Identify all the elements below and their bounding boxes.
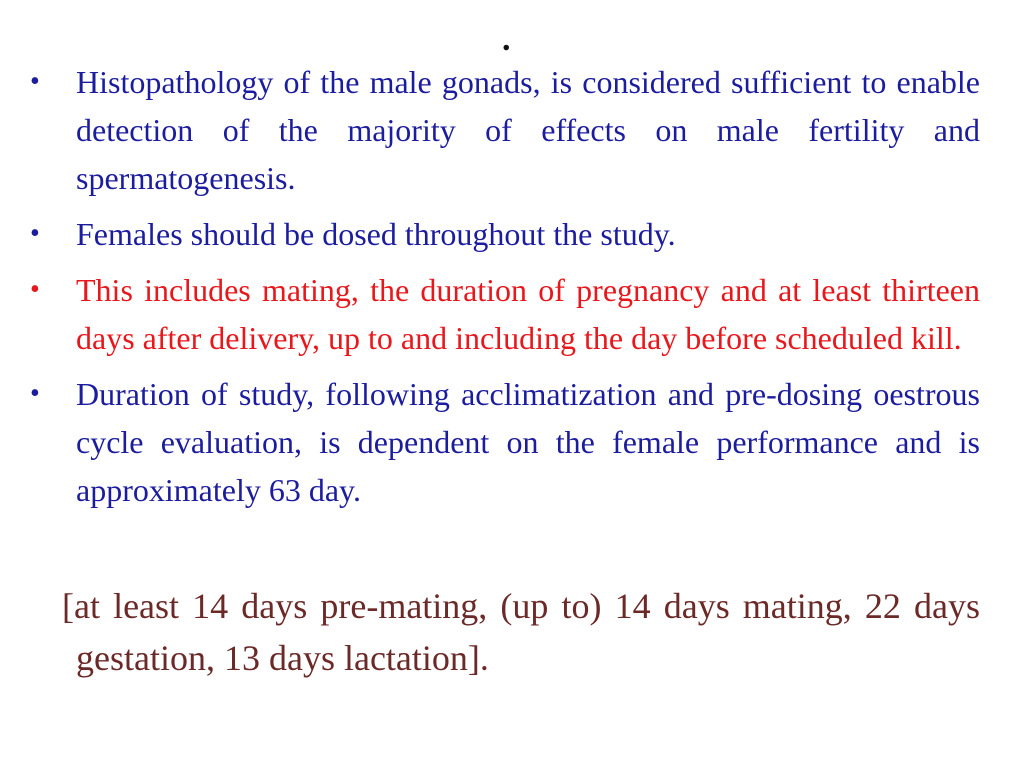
bullet-text: Duration of study, following acclimatization and pre-dosing oestrous cycle evaluation, is dependent on the female performance and is approximately 63 day. <box>76 376 980 508</box>
bullet-item-4 <box>28 370 980 514</box>
note-text: [at least 14 days pre-mating, (up to) 14 days mating, 22 days gestation, 13 days lactation]. <box>62 586 980 678</box>
bullet-text: This includes mating, the duration of pregnancy and at least thirteen days after delivery, up to and including the day before scheduled kill. <box>76 272 980 356</box>
slide-title: . <box>502 21 511 58</box>
bullet-marker: • <box>30 274 40 305</box>
bullet-list <box>28 58 980 522</box>
bullet-marker: • <box>30 66 40 97</box>
bullet-item-1 <box>28 58 980 202</box>
bullet-text: Histopathology of the male gonads, is considered sufficient to enable detection of the majority of effects on male fertility and spermatogenesis. <box>76 64 980 196</box>
study-duration-note <box>62 580 980 684</box>
bullet-text: Females should be dosed throughout the study. <box>76 216 676 252</box>
bullet-marker: • <box>30 378 40 409</box>
bullet-item-2 <box>28 210 980 258</box>
bullet-item-3 <box>28 266 980 362</box>
bullet-marker: • <box>30 218 40 249</box>
